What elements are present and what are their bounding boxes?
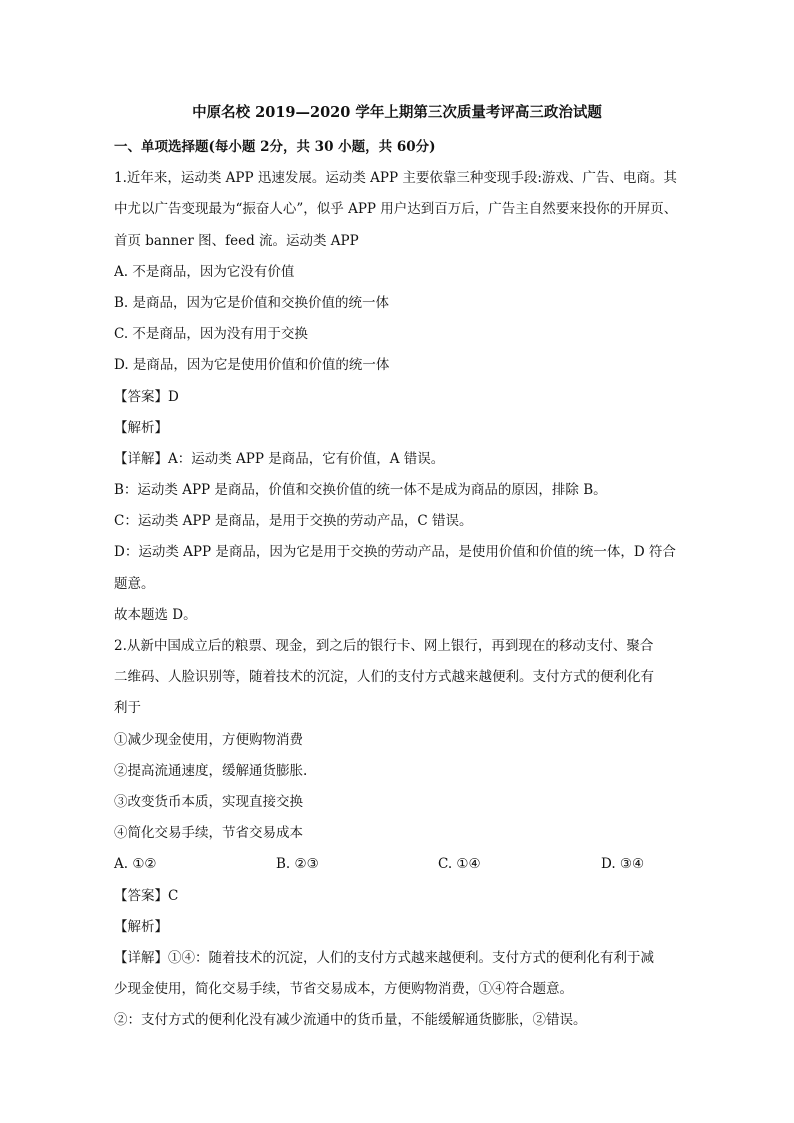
q2-stem-line: 利于 xyxy=(114,700,141,717)
q2-detail-line: 少现金使用，简化交易手续，节省交易成本，方便购物消费，①④符合题意。 xyxy=(114,981,573,998)
q2-item: ③改变货币本质，实现直接交换 xyxy=(114,793,303,810)
q1-option-b: B. 是商品，因为它是价值和交换价值的统一体 xyxy=(114,294,390,311)
q1-answer: 【答案】D xyxy=(114,388,179,405)
q2-option-c: C. ①④ xyxy=(438,856,481,873)
q1-option-c: C. 不是商品，因为没有用于交换 xyxy=(114,326,308,343)
document-body xyxy=(114,132,684,1036)
q2-analysis-label: 【解析】 xyxy=(114,918,168,935)
q1-detail-line: B：运动类 APP 是商品，价值和交换价值的统一体不是成为商品的原因，排除 B。 xyxy=(114,482,607,499)
q2-option-d: D. ③④ xyxy=(601,856,645,873)
q2-answer: 【答案】C xyxy=(114,887,179,904)
q1-detail-line: 故本题选 D。 xyxy=(114,606,197,623)
q1-stem-line: 首页 banner 图、feed 流。运动类 APP xyxy=(114,232,359,249)
q1-detail-line: 题意。 xyxy=(114,575,155,592)
q2-detail-line: 【详解】①④：随着技术的沉淀，人们的支付方式越来越便利。支付方式的便利化有利于减 xyxy=(114,949,654,966)
q2-item: ④简化交易手续，节省交易成本 xyxy=(114,825,303,842)
q1-option-a: A. 不是商品，因为它没有价值 xyxy=(114,263,295,280)
exam-title: 中原名校 2019—2020 学年上期第三次质量考评高三政治试题 xyxy=(192,104,602,121)
q1-detail-line: 【详解】A：运动类 APP 是商品，它有价值，A 错误。 xyxy=(114,450,445,467)
q2-stem-line: 二维码、人脸识别等，随着技术的沉淀，人们的支付方式越来越便利。支付方式的便利化有 xyxy=(114,669,654,686)
q1-option-d: D. 是商品，因为它是使用价值和价值的统一体 xyxy=(114,357,390,374)
q2-stem-line: 2.从新中国成立后的粮票、现金，到之后的银行卡、网上银行，再到现在的移动支付、聚合 xyxy=(114,638,654,654)
q1-stem-line: 中尤以广告变现最为“振奋人心”，似乎 APP 用户达到百万后，广告主自然要来投你的开屏页、 xyxy=(114,201,678,218)
section-heading: 一、单项选择题(每小题 2分，共 30 小题，共 60分) xyxy=(114,139,436,155)
q1-analysis-label: 【解析】 xyxy=(114,419,168,436)
q1-stem-line: 1.近年来，运动类 APP 迅速发展。运动类 APP 主要依靠三种变现手段:游戏、广告、电商。其 xyxy=(114,170,677,187)
q1-detail-line: C：运动类 APP 是商品，是用于交换的劳动产品，C 错误。 xyxy=(114,513,473,530)
q2-item: ②提高流通速度，缓解通货膨胀. xyxy=(114,762,308,779)
q2-detail-line: ②：支付方式的便利化没有减少流通中的货币量，不能缓解通货膨胀，②错误。 xyxy=(114,1012,587,1029)
q2-option-a: A. ①② xyxy=(114,856,157,873)
q2-options-row xyxy=(114,849,684,880)
q2-option-b: B. ②③ xyxy=(276,856,319,873)
q1-detail-line: D：运动类 APP 是商品，因为它是用于交换的劳动产品，是使用价值和价值的统一体，D 符合 xyxy=(114,544,676,561)
q2-item: ①减少现金使用，方便购物消费 xyxy=(114,731,303,748)
